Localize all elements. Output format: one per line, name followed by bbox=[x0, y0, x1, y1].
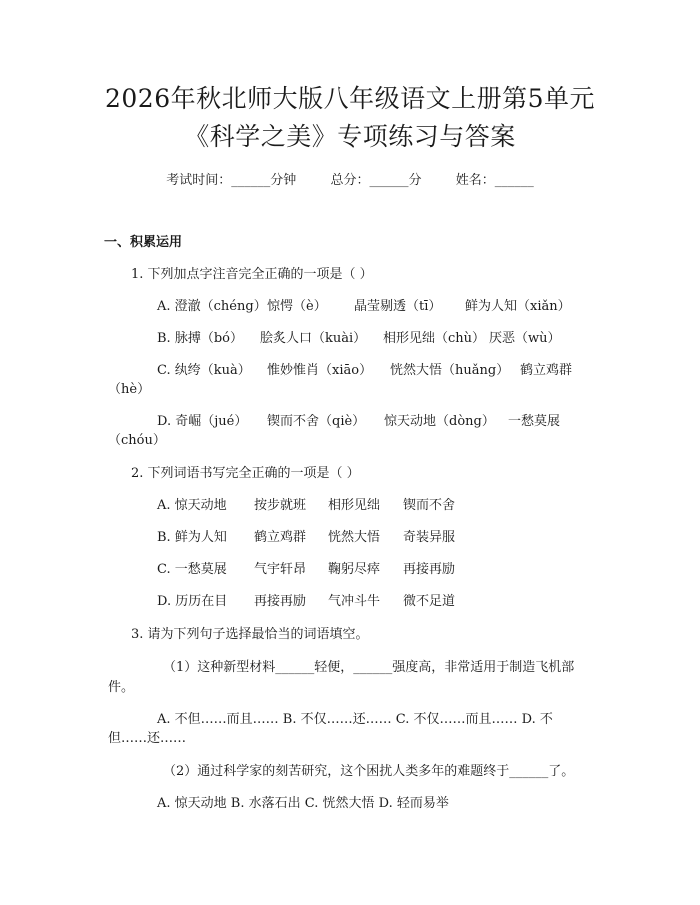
question-3-sentence-1-options-wrap: 但……还…… bbox=[108, 731, 187, 746]
question-1-option-c: C. 纨绔（kuà） 惟妙惟肖（xiāo） 恍然大悟（huǎng） 鹤立鸡群 bbox=[157, 363, 573, 378]
exam-time: 考试时间：______分钟 bbox=[166, 173, 297, 188]
exam-name: 姓名：______ bbox=[455, 173, 534, 188]
question-1-option-b: B. 脉搏（bó） 脍炙人口（kuài） 相形见绌（chù） 厌恶（wù） bbox=[157, 331, 561, 346]
question-2-option-c: C. 一愁莫展 气宇轩昂 鞠躬尽瘁 再接再励 bbox=[157, 562, 456, 577]
question-3-sentence-2-options: A. 惊天动地 B. 水落石出 C. 恍然大悟 D. 轻而易举 bbox=[157, 796, 449, 811]
exam-score: 总分：______分 bbox=[330, 173, 422, 188]
question-3-sentence-1-options: A. 不但……而且…… B. 不仅……还…… C. 不仅……而且…… D. 不 bbox=[157, 712, 553, 727]
question-3-sentence-1-wrap: 件。 bbox=[108, 680, 135, 695]
section-heading: 一、积累运用 bbox=[104, 235, 183, 250]
page-title-line2: 《科学之美》专项练习与答案 bbox=[184, 122, 516, 151]
question-1-option-a: A. 澄澈（chéng）惊愕（è） 晶莹剔透（tī） 鲜为人知（xiǎn） bbox=[157, 299, 571, 314]
exam-meta bbox=[0, 169, 700, 188]
question-1-option-d-wrap: （chóu） bbox=[108, 433, 166, 448]
question-2-option-b: B. 鲜为人知 鹤立鸡群 恍然大悟 奇装异服 bbox=[157, 530, 456, 545]
question-1-option-c-wrap: （hè） bbox=[108, 382, 151, 397]
question-1-stem: 1. 下列加点字注音完全正确的一项是（ ） bbox=[131, 267, 373, 282]
question-2-option-d: D. 历历在目 再接再励 气冲斗牛 微不足道 bbox=[157, 594, 456, 609]
question-1-option-d: D. 奇崛（jué） 锲而不舍（qiè） 惊天动地（dòng） 一愁莫展 bbox=[157, 414, 561, 429]
question-2-stem: 2. 下列词语书写完全正确的一项是（ ） bbox=[131, 466, 360, 481]
question-3-stem: 3. 请为下列句子选择最恰当的词语填空。 bbox=[131, 627, 369, 642]
question-3-sentence-1: （1）这种新型材料______轻便，______强度高，非常适用于制造飞机部 bbox=[163, 660, 575, 675]
page-title-line1: 2026年秋北师大版八年级语文上册第5单元 bbox=[104, 84, 596, 113]
question-2-option-a: A. 惊天动地 按步就班 相形见绌 锲而不舍 bbox=[157, 498, 456, 513]
question-3-sentence-2: （2）通过科学家的刻苦研究，这个困扰人类多年的难题终于______了。 bbox=[163, 764, 575, 779]
